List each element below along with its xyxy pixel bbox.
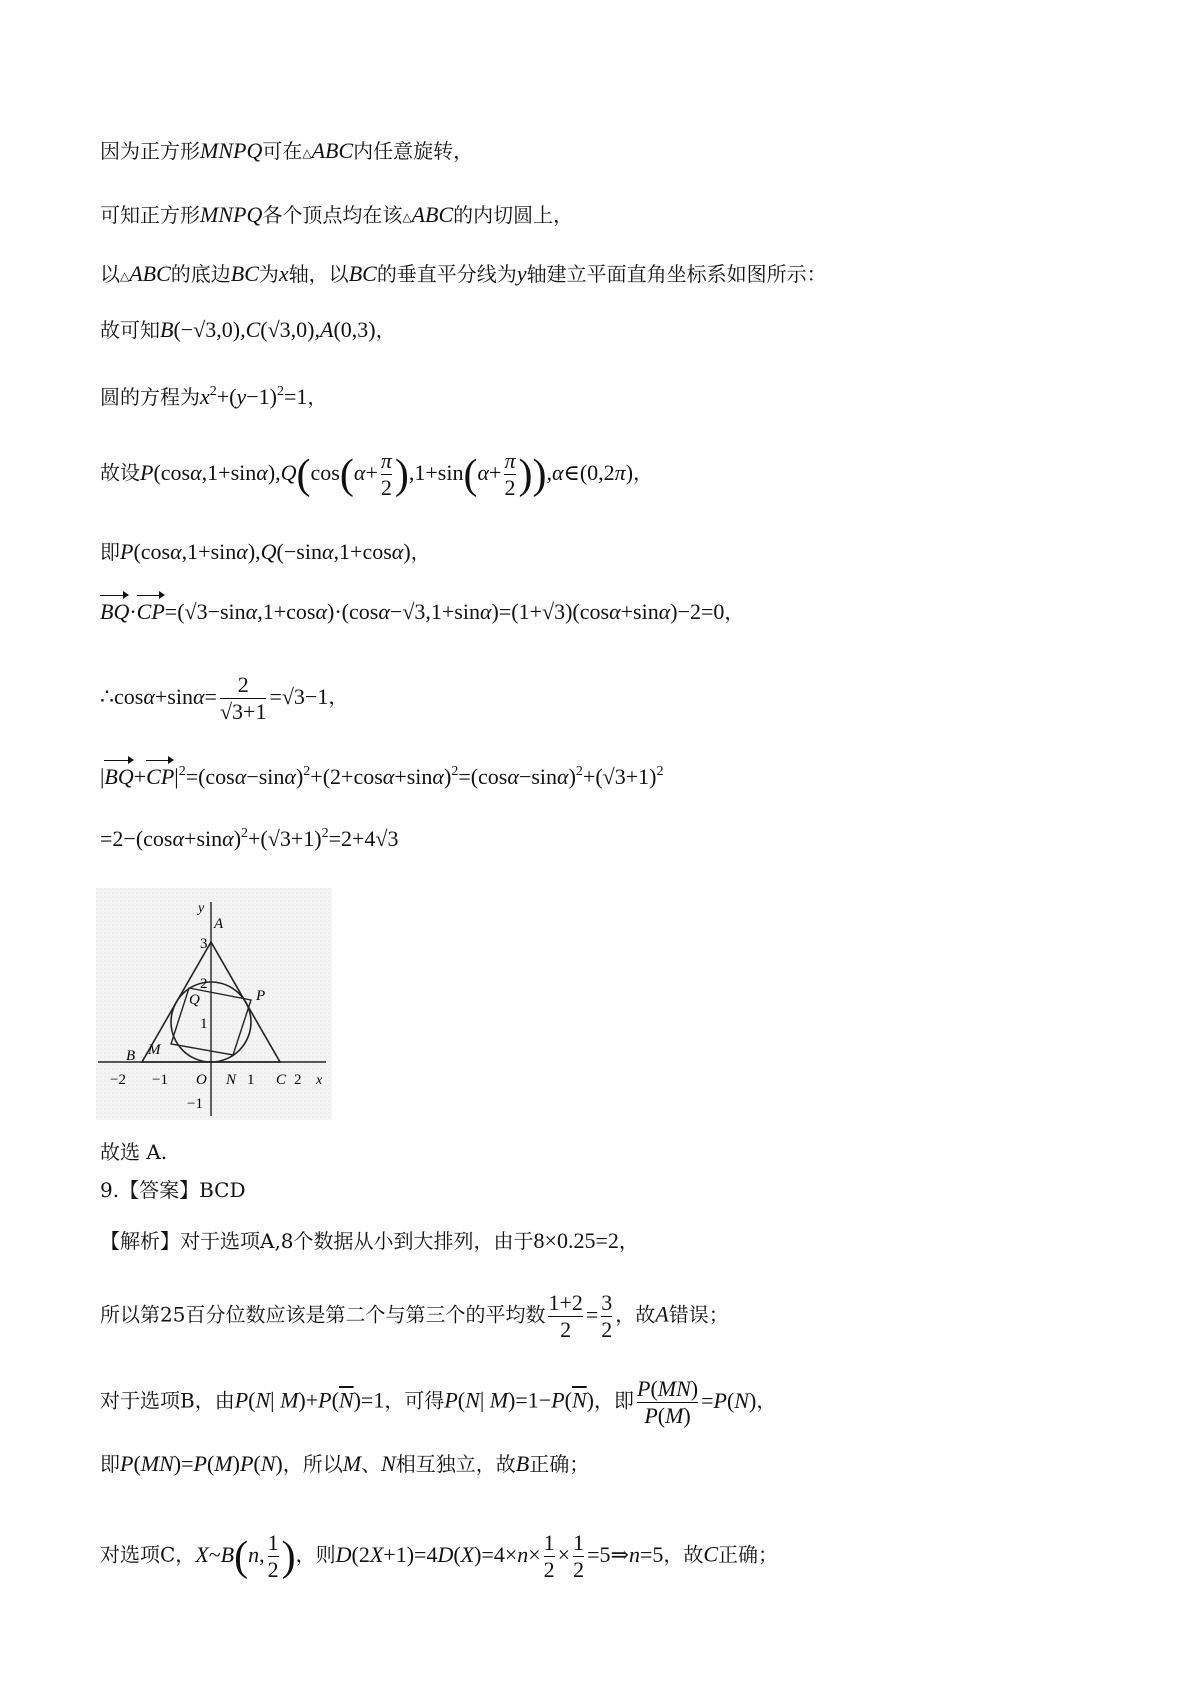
point-m-label: M [148, 1042, 161, 1058]
text-line-13: 9.【答案】BCD [100, 1178, 246, 1202]
origin-label: O [196, 1072, 207, 1088]
text-line-14: 【解析】对于选项A,8个数据从小到大排列，由于8×0.25=2， [100, 1228, 639, 1253]
text-line-11: $=2-(\cos\alpha+\sin\alpha)^2+(√3+1)^2=2+4√3$ [100, 826, 399, 851]
x-axis-label: x [316, 1073, 323, 1088]
point-p-label: P [256, 988, 266, 1004]
text-line-16: 对于选项B，由P(N| $M)+P(\overline{N})=1$，可得P(N| $M)=1-P(\overline{N})$，即 $\frac{P(MN)}{P(M)}$ =P(N)， [100, 1376, 777, 1428]
text-line-15: 所以第25百分位数应该是第二个与第三个的平均数 $\frac{1+2}{2}$ = $\frac{3}{2}$ ，故A错误； [100, 1290, 729, 1342]
x-tick-2: 2 [294, 1072, 302, 1088]
y-tick-2: 2 [200, 976, 208, 992]
point-b-label: B [126, 1048, 136, 1064]
y-axis-label: y [198, 901, 205, 916]
text-line-17: 即P(MN)=P(M)P(N)，所以M、N相互独立，故B正确； [100, 1451, 590, 1476]
x-tick-neg1: −1 [152, 1072, 168, 1088]
point-n-label: N [226, 1072, 237, 1088]
point-q-label: Q [189, 992, 200, 1008]
text-line-12: 故选 A. [100, 1140, 168, 1164]
text-line-9: ∴cosα+sinα= $\frac{2}{√3+1}$ =√3−1， [100, 672, 349, 724]
text-line-5: 圆的方程为$x^2+(y-1)^2=1$， [100, 384, 328, 409]
text-line-8: BQ·CP=(√3−sinα,1+cosα)·(cosα−√3,1+sinα)=(1+√3)(cosα+sinα)−2=0， [100, 599, 745, 624]
y-tick-1: 1 [200, 1016, 208, 1032]
y-tick-3: 3 [200, 936, 208, 952]
point-a-label: A [214, 916, 224, 932]
text-line-2: 可知正方形MNPQ各个顶点均在该△ABC的内切圆上， [100, 202, 574, 227]
point-c-label: C [276, 1072, 287, 1088]
text-line-10: $|BQ+CP|^2=(\cos\alpha-\sin\alpha)^2+(2+\cos\alpha+\sin\alpha)^2=(\cos\alpha-\sin\alpha)^2+(√3+1)^2$ [100, 764, 664, 789]
text-line-1: 因为正方形MNPQ可在△ABC内任意旋转， [100, 138, 474, 163]
y-tick-neg1: −1 [187, 1096, 203, 1112]
text-line-18: 对选项C，X~B(n, $\frac{1}{2}$ )，则D(2X+1)=4D(X)=4×n× $\frac{1}{2}$ × $\frac{1}{2}$ =5⇒n=5，故C正确； [100, 1530, 779, 1582]
x-tick-1: 1 [247, 1072, 255, 1088]
coordinate-figure [96, 888, 332, 1120]
text-line-6: 故设P(cosα,1+sinα),Q(cos(α+ $\frac{\pi}{2}$ ),1+sin(α+ $\frac{\pi}{2}$ )),α∈(0,2π)， [100, 448, 654, 500]
text-line-7: 即P(cosα,1+sinα),Q(−sinα,1+cosα)， [100, 539, 431, 564]
text-line-3: 以△ABC的底边BC为x轴，以BC的垂直平分线为y轴建立平面直角坐标系如图所示： [100, 261, 827, 286]
text-line-4: 故可知B(−√3,0),C(√3,0),A(0,3)， [100, 317, 396, 342]
x-tick-neg2: −2 [110, 1072, 126, 1088]
